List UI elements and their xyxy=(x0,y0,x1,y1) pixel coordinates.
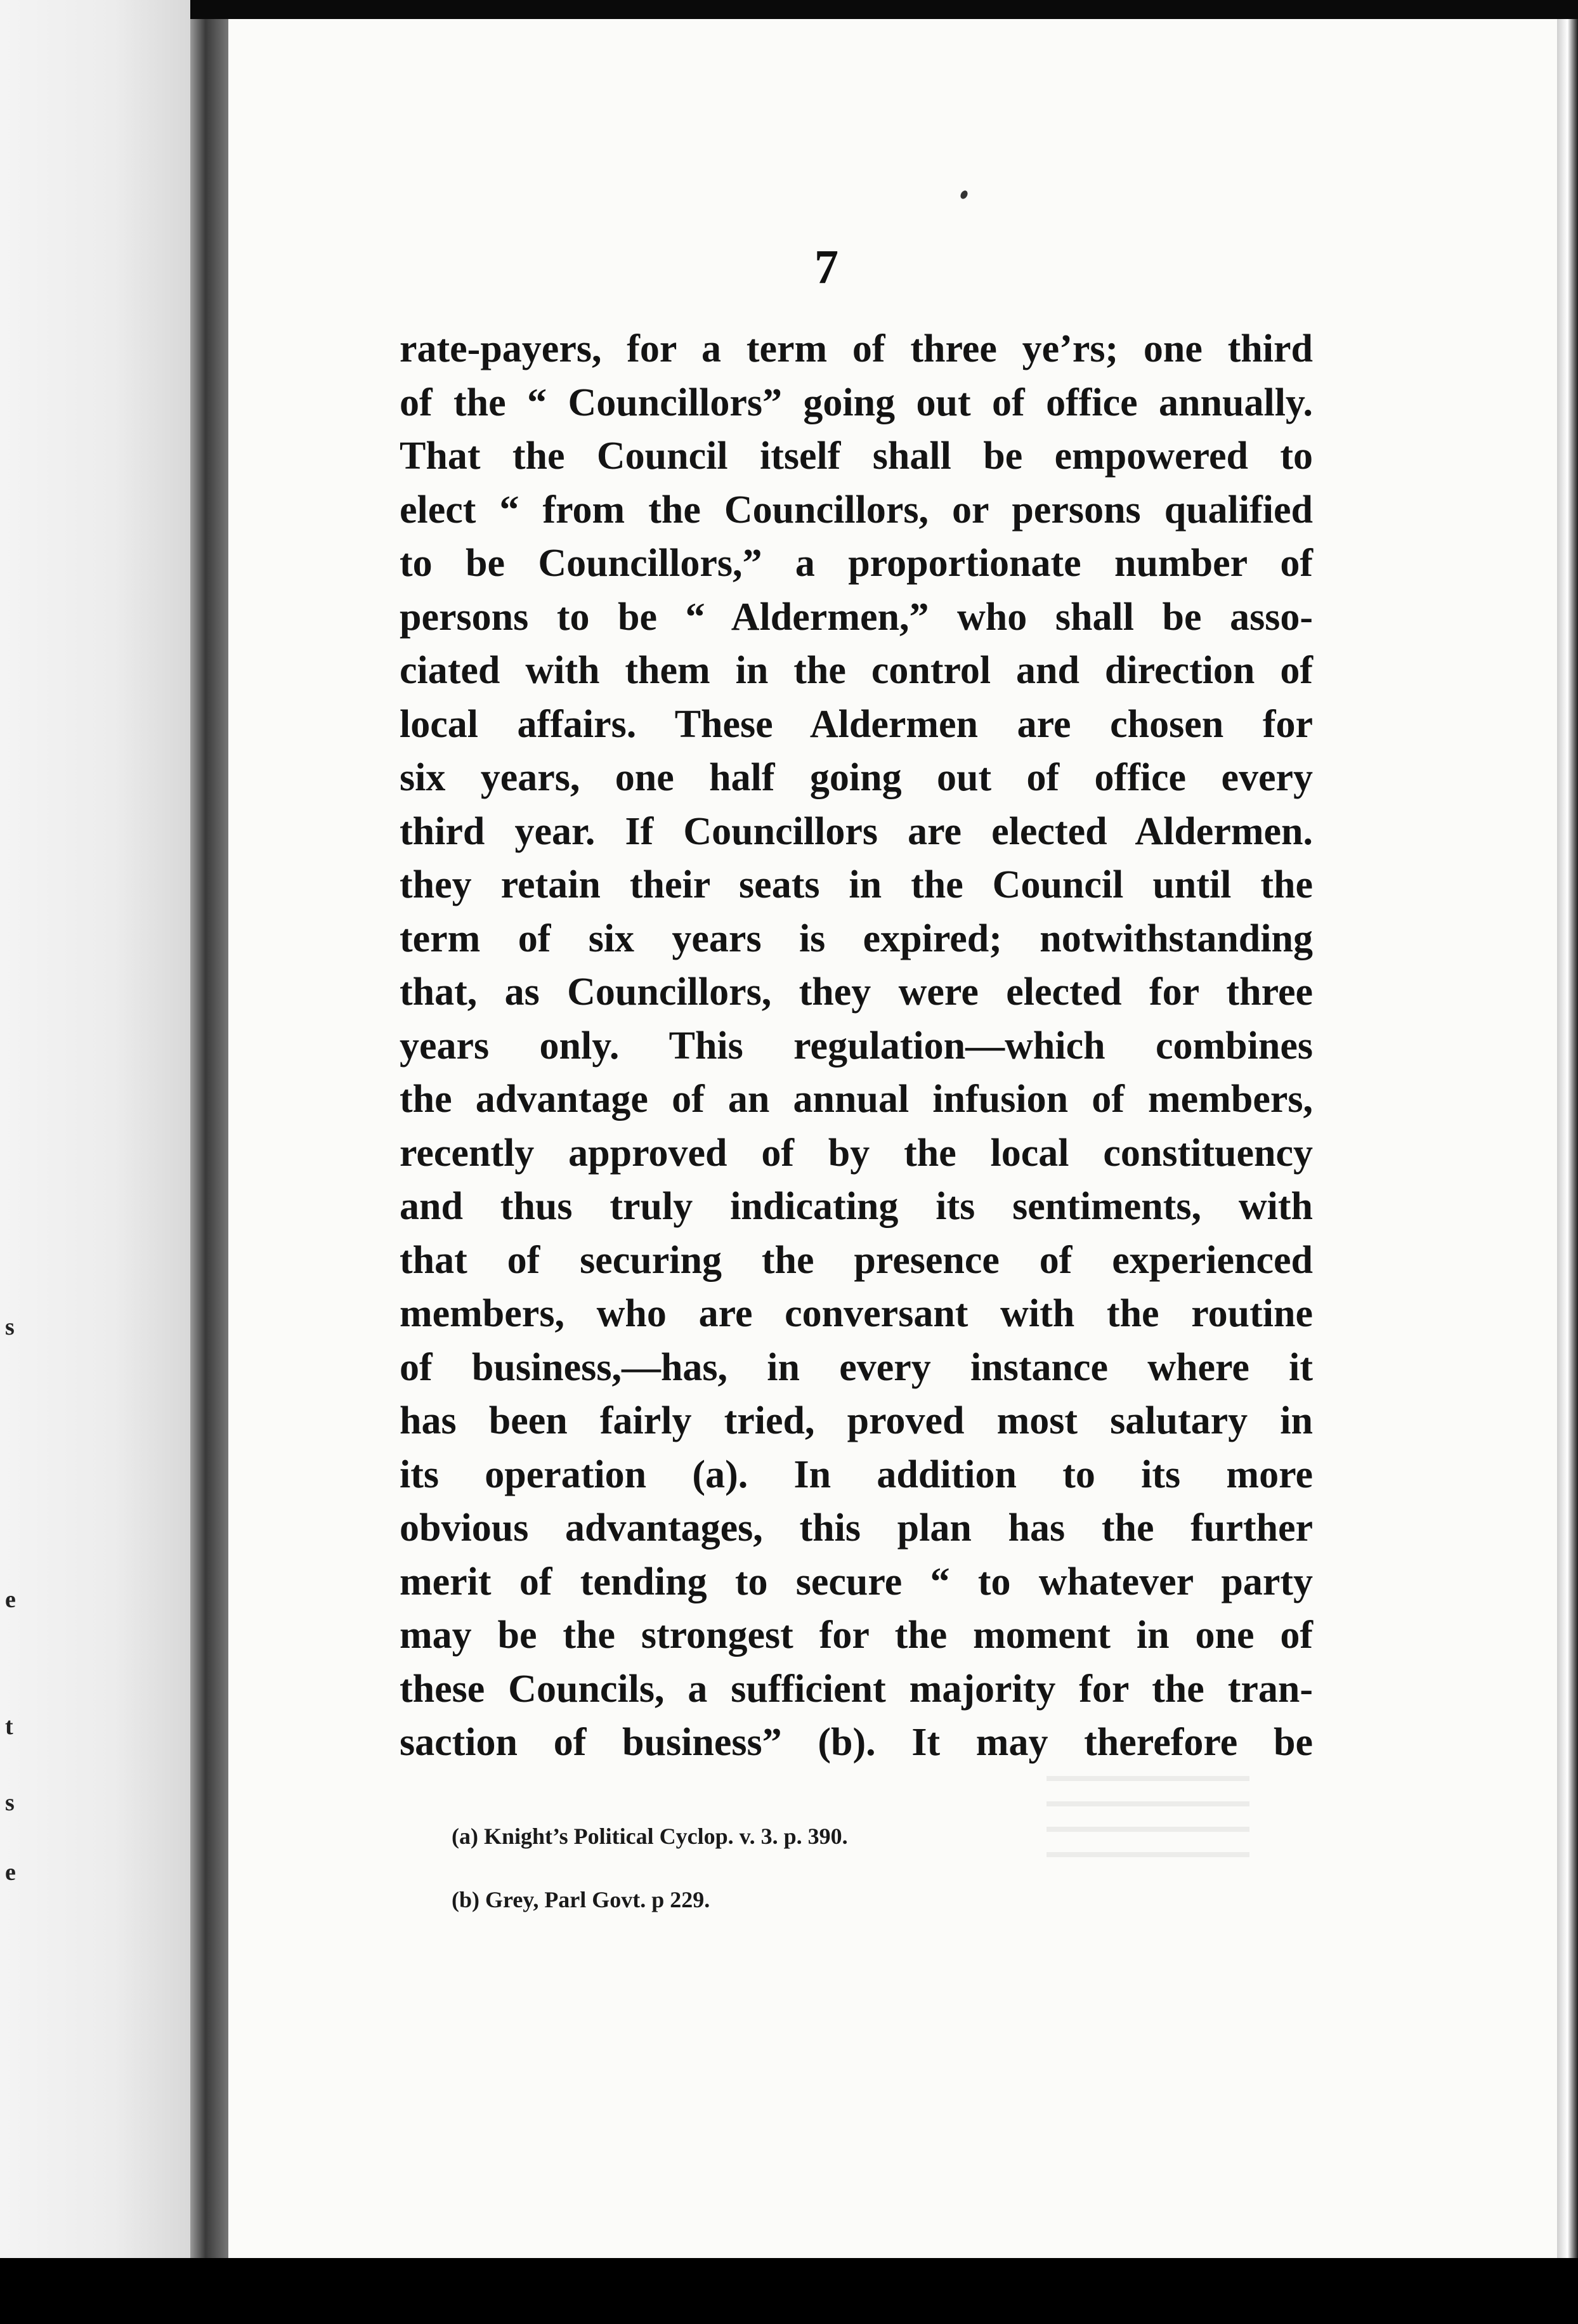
text-line: they retain their seats in the Council until the xyxy=(400,863,1313,906)
text-line: these Councils, a sufficient majority for the tran- xyxy=(400,1667,1313,1711)
text-line: saction of business” (b). It may therefore be xyxy=(400,1721,1313,1764)
text-line: of business,—has, in every instance where it xyxy=(400,1345,1313,1389)
previous-page-mark: e xyxy=(5,1586,16,1613)
footnote-b: (b) Grey, Parl Govt. p 229. xyxy=(452,1887,710,1912)
previous-page-mark: s xyxy=(5,1314,15,1340)
text-line: may be the strongest for the moment in one of xyxy=(400,1614,1313,1657)
footnote-a: (a) Knight’s Political Cyclop. v. 3. p. 390. xyxy=(452,1824,848,1849)
scan-top-border xyxy=(190,0,1578,19)
text-line: persons to be “ Aldermen,” who shall be asso- xyxy=(400,595,1313,639)
text-line: rate-payers, for a term of three ye’rs; one third xyxy=(400,327,1313,370)
text-line: ciated with them in the control and direction of xyxy=(400,649,1313,692)
previous-page-mark: t xyxy=(5,1713,13,1740)
text-line: the advantage of an annual infusion of members, xyxy=(400,1078,1313,1121)
text-line: third year. If Councillors are elected Aldermen. xyxy=(400,809,1313,853)
text-line: obvious advantages, this plan has the further xyxy=(400,1506,1313,1550)
text-line: merit of tending to secure “ to whatever party xyxy=(400,1560,1313,1603)
previous-page-mark: e xyxy=(5,1859,16,1886)
previous-page-mark: s xyxy=(5,1789,15,1816)
previous-page-edge xyxy=(0,0,190,2324)
text-line: That the Council itself shall be empowered to xyxy=(400,434,1313,478)
text-line: that of securing the presence of experienced xyxy=(400,1238,1313,1282)
text-line: members, who are conversant with the routine xyxy=(400,1292,1313,1335)
scan-bottom-border xyxy=(0,2258,1578,2324)
text-line: its operation (a). In addition to its more xyxy=(400,1452,1313,1496)
text-line: recently approved of by the local constituency xyxy=(400,1131,1313,1175)
body-text xyxy=(400,322,1313,1770)
text-line: years only. This regulation—which combines xyxy=(400,1024,1313,1067)
text-line: and thus truly indicating its sentiments, with xyxy=(400,1185,1313,1228)
page-number: 7 xyxy=(814,240,838,294)
text-line: of the “ Councillors” going out of office annually. xyxy=(400,381,1313,424)
footnotes xyxy=(452,1805,1022,1931)
text-line: local affairs. These Aldermen are chosen for xyxy=(400,702,1313,746)
page-edge xyxy=(1557,0,1578,2324)
text-line: six years, one half going out of office every xyxy=(400,756,1313,799)
book-gutter xyxy=(190,0,228,2324)
show-through-text xyxy=(1047,1776,1249,1865)
text-line: to be Councillors,” a proportionate number of xyxy=(400,542,1313,585)
text-line: term of six years is expired; notwithstanding xyxy=(400,917,1313,960)
text-line: elect “ from the Councillors, or persons qualified xyxy=(400,488,1313,532)
text-line: that, as Councillors, they were elected for three xyxy=(400,970,1313,1014)
text-line: has been fairly tried, proved most salutary in xyxy=(400,1399,1313,1442)
